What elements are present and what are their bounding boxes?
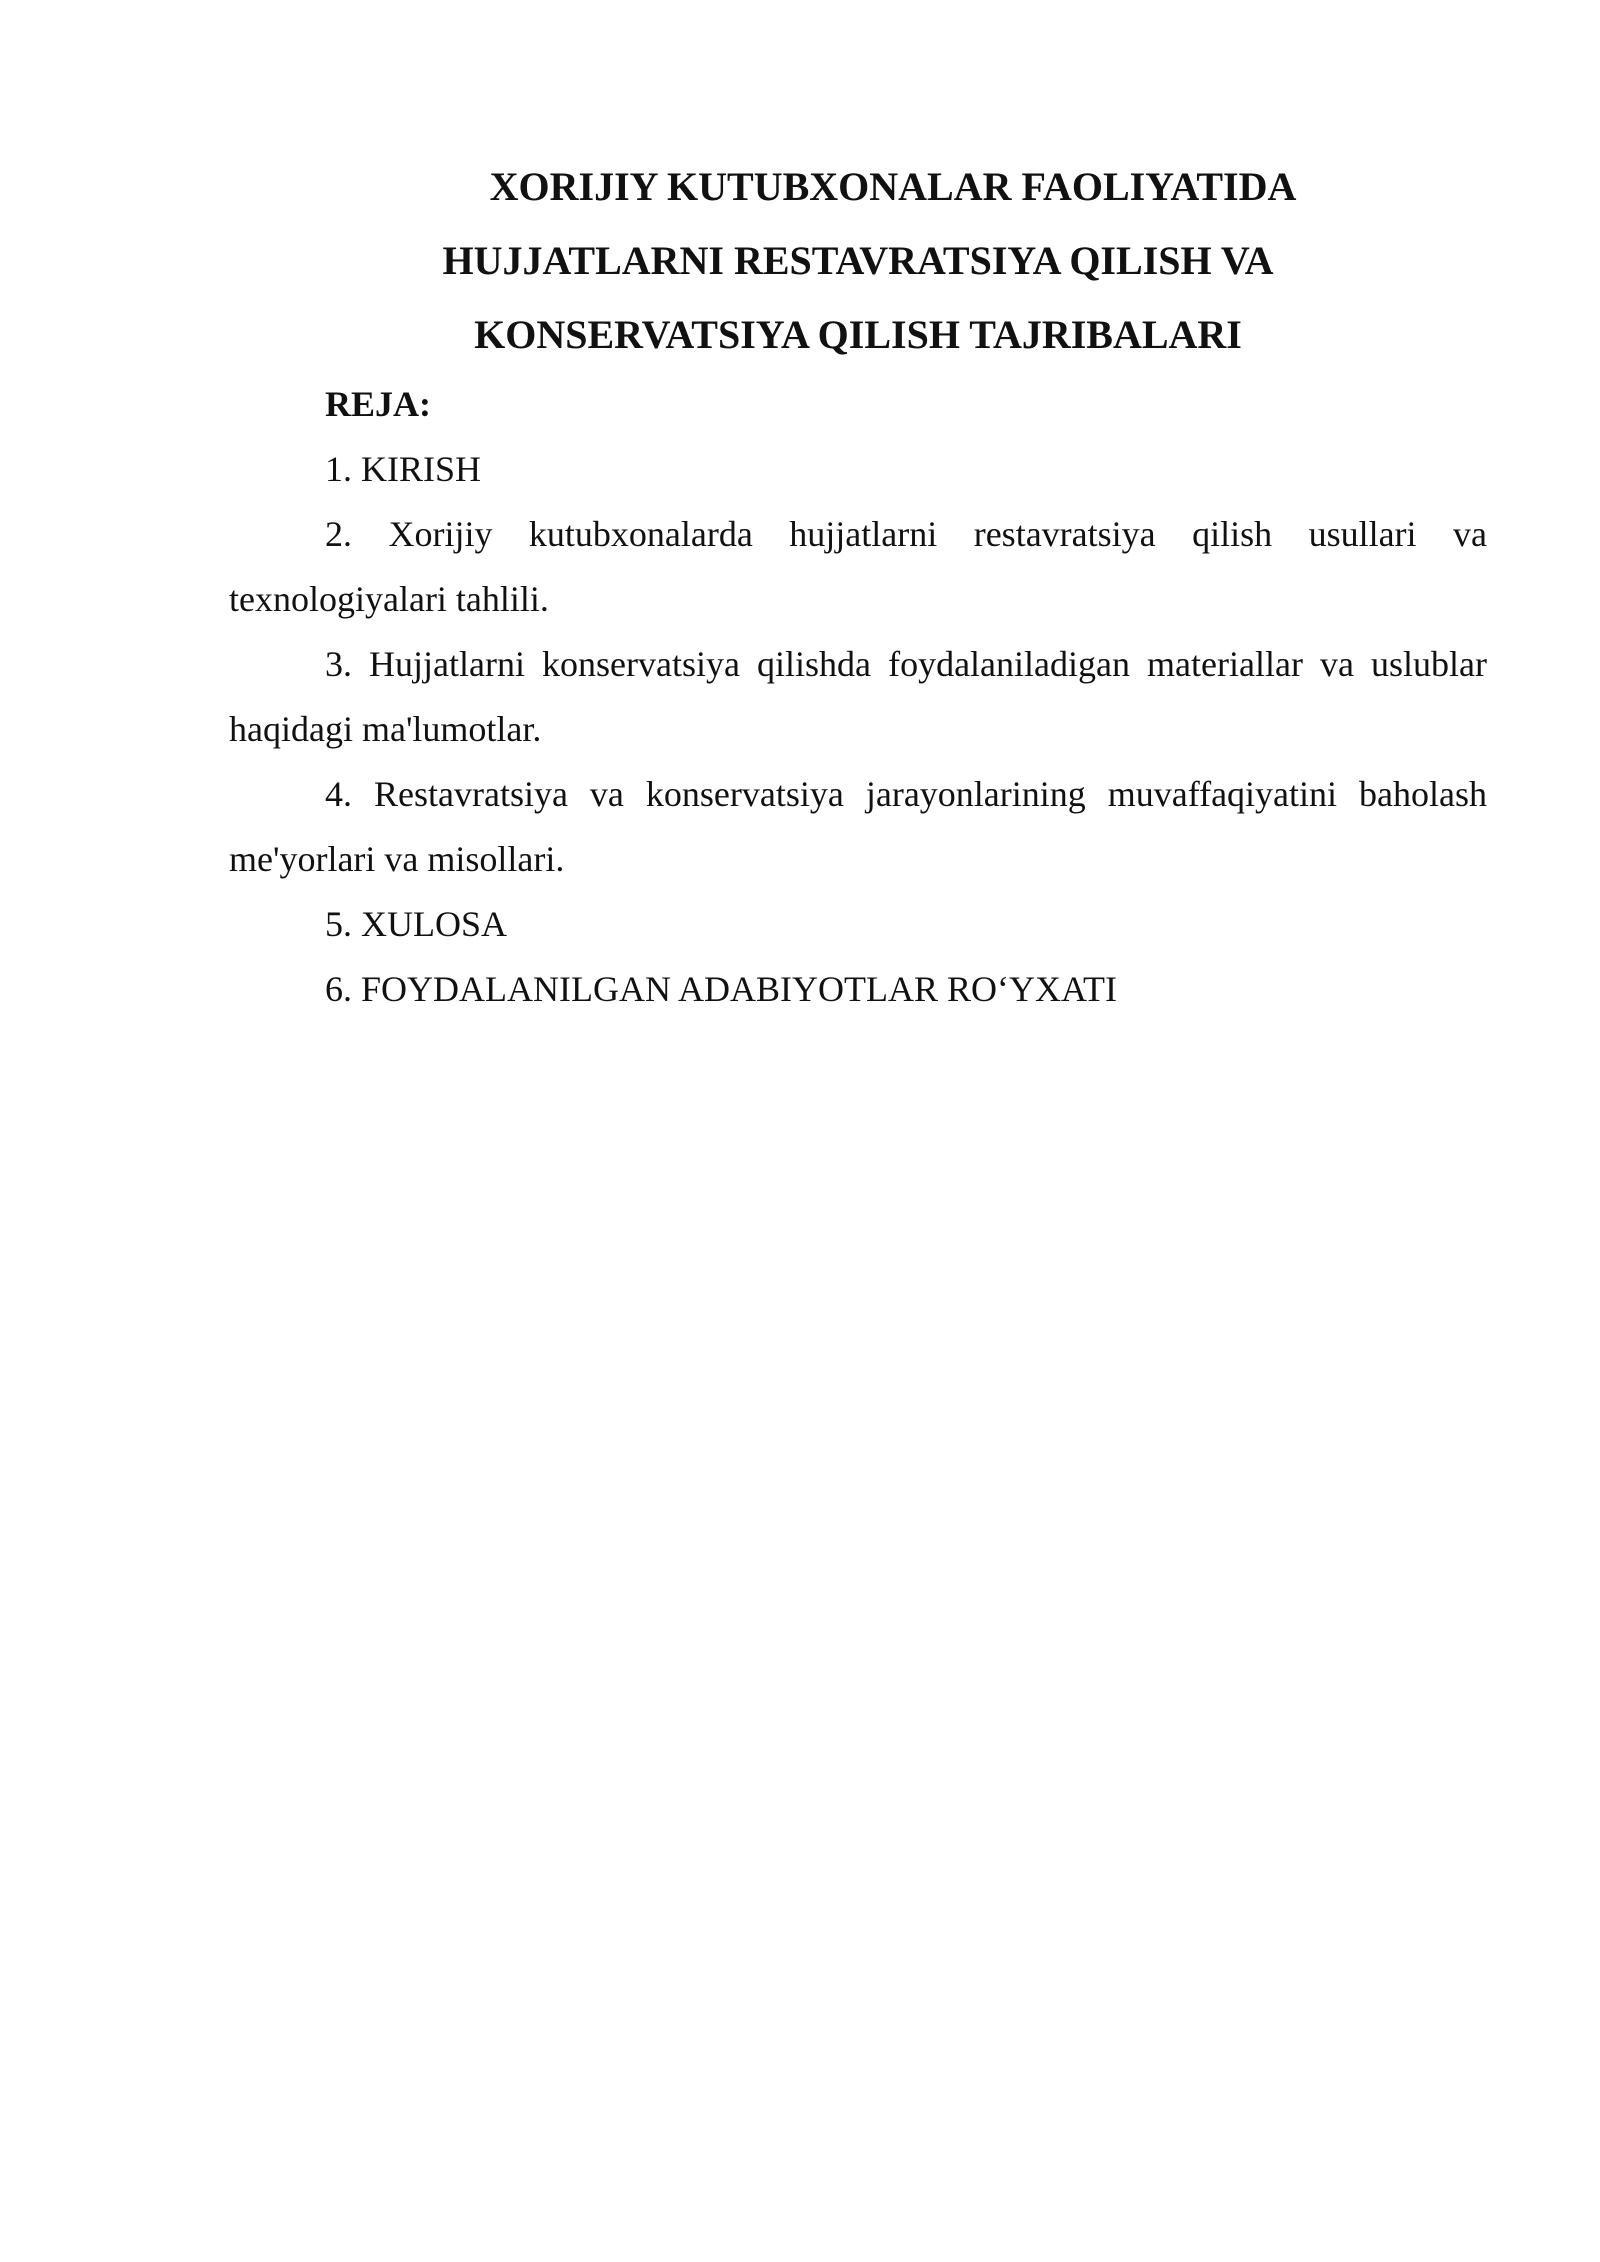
plan-heading: REJA: [325, 384, 431, 424]
plan-item: 1. KIRISH [325, 449, 482, 489]
plan-item: 4. Restavratsiya va konservatsiya jarayonlarining muvaffaqiyatini baholash me'yorlari va misollari. [229, 774, 1487, 879]
plan-item: 2. Xorijiy kutubxonalarda hujjatlarni restavratsiya qilish usullari va texnologiyalari tahlili. [229, 514, 1487, 619]
plan-item: 5. XULOSA [325, 904, 508, 944]
plan-list [229, 437, 1487, 1022]
document-title [229, 150, 1487, 372]
document-content [229, 150, 1487, 1022]
plan-item: 6. FOYDALANILGAN ADABIYOTLAR RO‘YXATI [325, 969, 1117, 1009]
plan-item: 3. Hujjatlarni konservatsiya qilishda foydalaniladigan materiallar va uslublar haqidagi ma'lumotlar. [229, 644, 1487, 749]
title-line: KONSERVATSIYA QILISH TAJRIBALARI [474, 312, 1242, 357]
title-line: HUJJATLARNI RESTAVRATSIYA QILISH VA [442, 238, 1274, 283]
title-line: XORIJIY KUTUBXONALAR FAOLIYATIDA [489, 164, 1297, 209]
